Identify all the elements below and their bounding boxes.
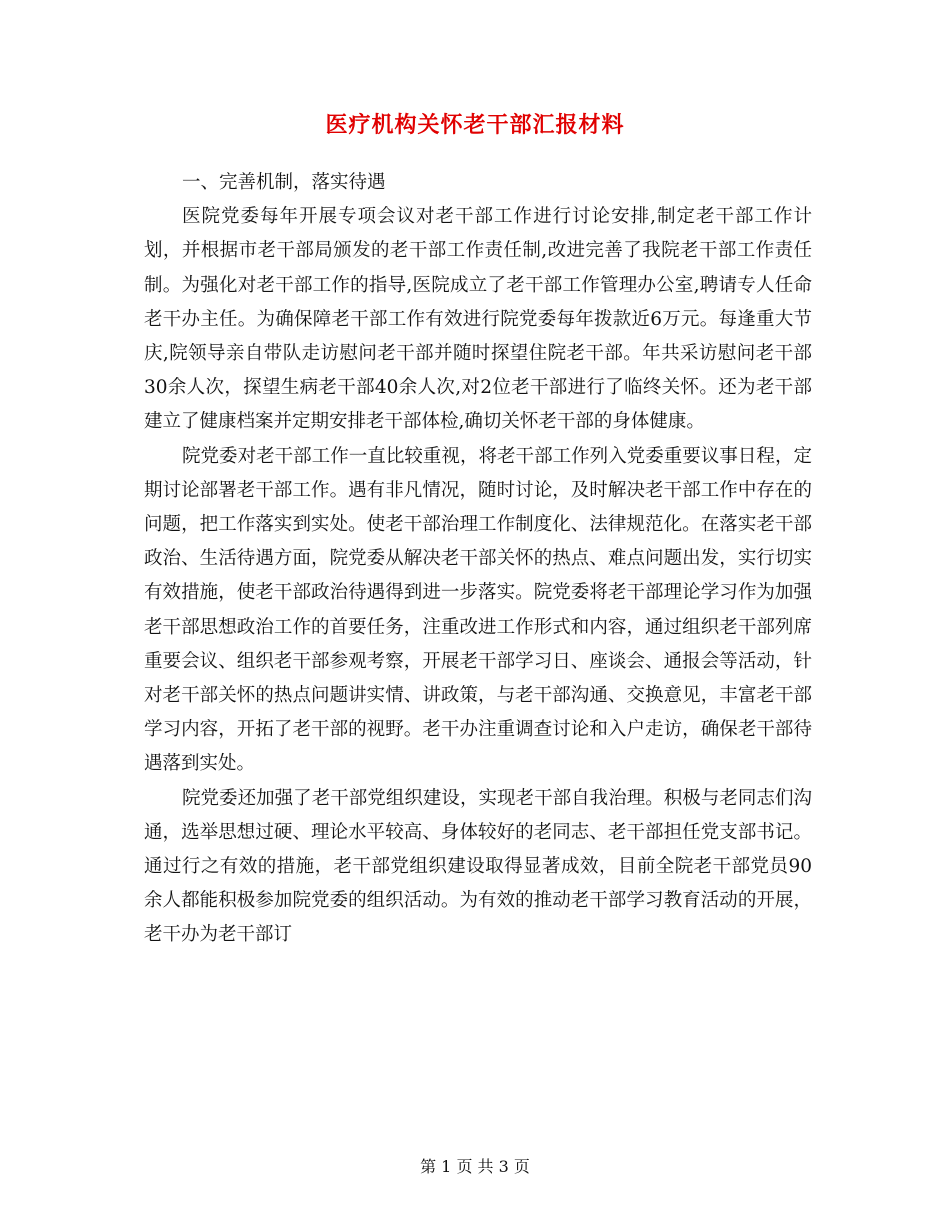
paragraph-3: 院党委还加强了老干部党组织建设，实现老干部自我治理。积极与老同志们沟通，选举思想过硬、理论水平较高、身体较好的老同志、老干部担任党支部书记。通过行之有效的措施，老干部党组织建设取得显著成效，目前全院老干部党员90余人都能积极参加院党委的组织活动。为有效的推动老干部学习教育活动的开展，老干办为老干部订 <box>144 787 812 946</box>
paragraph-2: 院党委对老干部工作一直比较重视，将老干部工作列入党委重要议事日程，定期讨论部署老干部工作。遇有非凡情况，随时讨论，及时解决老干部工作中存在的问题，把工作落实到实处。使老干部治理工作制度化、法律规范化。在落实老干部政治、生活待遇方面，院党委从解决老干部关怀的热点、难点问题出发，实行切实有效措施，使老干部政治待遇得到进一步落实。院党委将老干部理论学习作为加强老干部思想政治工作的首要任务，注重改进工作形式和内容，通过组织老干部列席重要会议、组织老干部参观考察，开展老干部学习日、座谈会、通报会等活动，针对老干部关怀的热点问题讲实情、讲政策，与老干部沟通、交换意见，丰富老干部学习内容，开拓了老干部的视野。老干办注重调查讨论和入户走访，确保老干部待遇落到实处。 <box>144 445 812 775</box>
page-number-footer: 第 1 页 共 3 页 <box>420 1157 530 1176</box>
paragraph-1: 医院党委每年开展专项会议对老干部工作进行讨论安排,制定老干部工作计划，并根据市老干部局颁发的老干部工作责任制,改进完善了我院老干部工作责任制。为强化对老干部工作的指导,医院成立了老干部工作管理办公室,聘请专人任命老干办主任。为确保障老干部工作有效进行院党委每年拨款近6万元。每逢重大节庆,院领导亲自带队走访慰问老干部并随时探望住院老干部。年共采访慰问老干部30余人次，探望生病老干部40余人次,对2位老干部进行了临终关怀。还为老干部建立了健康档案并定期安排老干部体检,确切关怀老干部的身体健康。 <box>144 206 812 433</box>
section-heading: 一、完善机制，落实待遇 <box>182 172 386 193</box>
document-title: 医疗机构关怀老干部汇报材料 <box>325 112 625 138</box>
document-body <box>144 166 812 953</box>
